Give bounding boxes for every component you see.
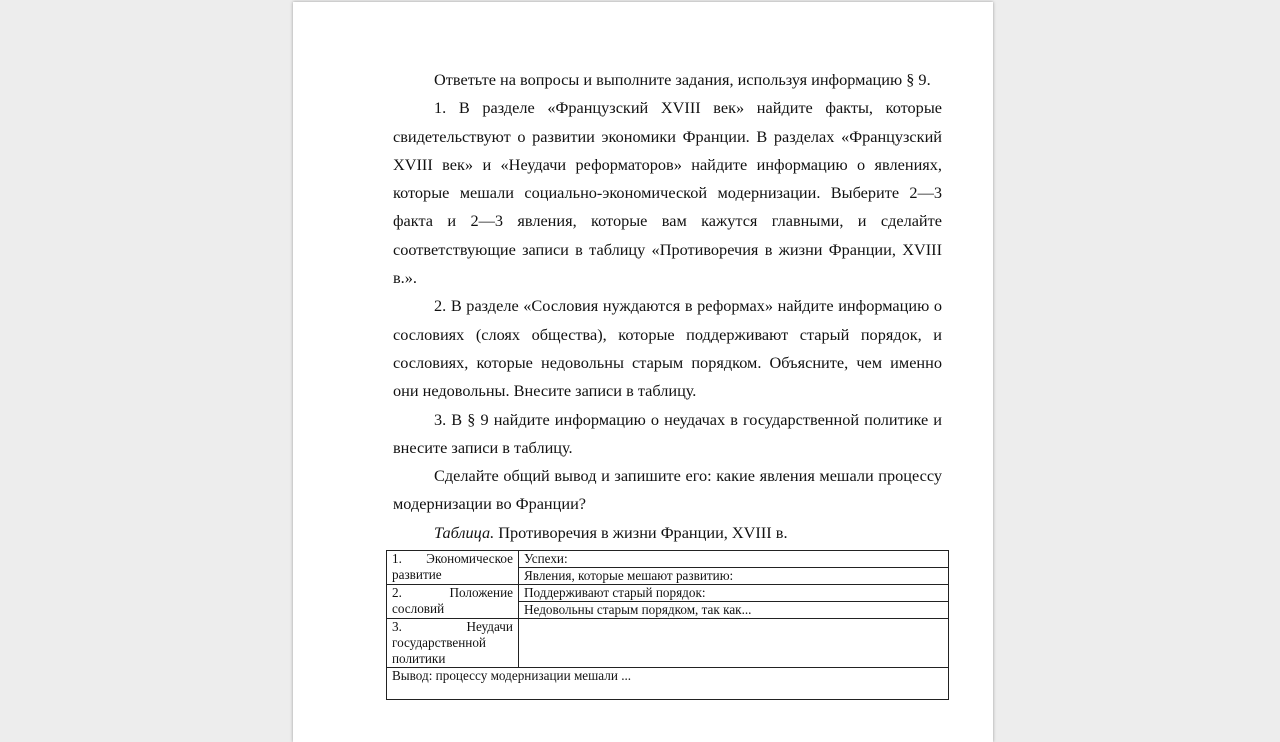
- intro-paragraph: Ответьте на вопросы и выполните задания, используя информацию § 9.: [434, 70, 931, 89]
- table-caption: [393, 519, 942, 547]
- table-caption-label: Таблица.: [434, 522, 495, 542]
- table-footer-conclusion: Вывод: процессу модернизации мешали ...: [387, 668, 949, 700]
- conclusion-task-paragraph: Сделайте общий вывод и запишите его: какие явления мешали процессу модернизации во Франции?: [393, 466, 942, 514]
- row-label-estates: 2. Положение сословий: [387, 585, 519, 619]
- table-caption-text: Противоречия в жизни Франции, XVIII в.: [494, 522, 788, 542]
- document-page: [293, 2, 993, 742]
- table-row: [387, 619, 949, 668]
- task-1-paragraph: 1. В разделе «Французский XVIII век» найдите факты, которые свидетельствуют о развитии экономики Франции. В разделах «Французский XVIII век» и «Неудачи реформаторов» найдите информацию о явлениях, которые мешали социально-экономической модернизации. Выберите 2—3 факта и 2—3 явления, которые вам кажутся главными, и сделайте соответствующие записи в таблицу «Противоречия в жизни Франции, XVIII в.».: [393, 98, 942, 288]
- table-row: [387, 551, 949, 568]
- row-label-economy: 1. Экономическое развитие: [387, 551, 519, 585]
- cell-estates-discontent: Недовольны старым порядком, так как...: [519, 602, 949, 619]
- table-row: [387, 585, 949, 602]
- cell-estates-support: Поддерживают старый порядок:: [519, 585, 949, 602]
- cell-economy-obstacles: Явления, которые мешают развитию:: [519, 568, 949, 585]
- table-row: [387, 668, 949, 700]
- document-body: [393, 66, 942, 547]
- task-3-paragraph: 3. В § 9 найдите информацию о неудачах в государственной политике и внесите записи в таблицу.: [393, 409, 942, 457]
- cell-economy-successes: Успехи:: [519, 551, 949, 568]
- cell-policy-failures: [519, 619, 949, 668]
- row-label-policy: 3. Неудачи государственной политики: [387, 619, 519, 668]
- contradictions-table: [386, 550, 949, 700]
- task-2-paragraph: 2. В разделе «Сословия нуждаются в реформах» найдите информацию о сословиях (слоях общества), которые поддерживают старый порядок, и сословиях, которые недовольны старым порядком. Объясните, чем именно они недовольны. Внесите записи в таблицу.: [393, 296, 942, 401]
